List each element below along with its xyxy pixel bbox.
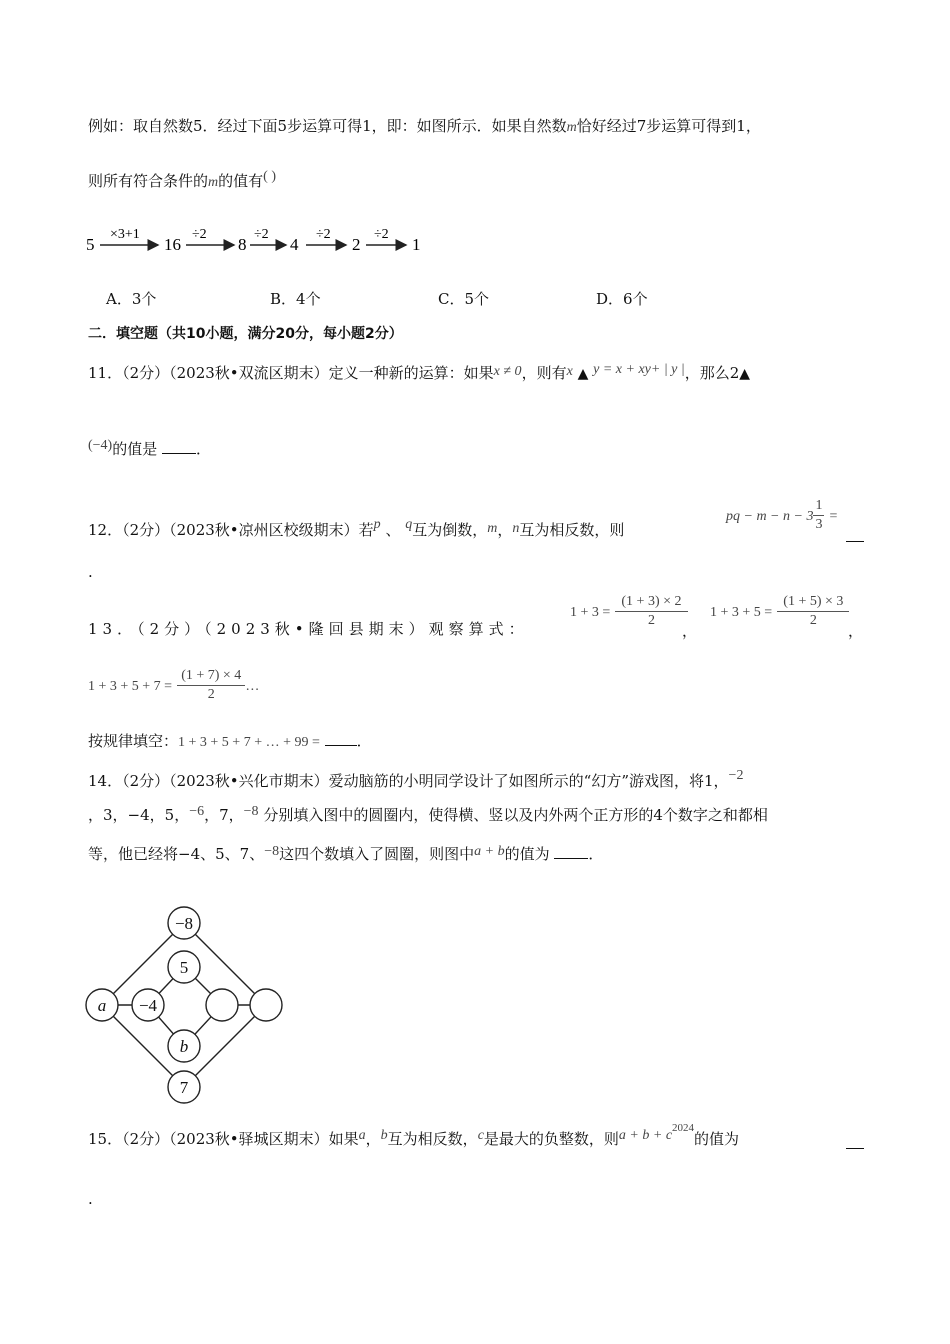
q15-line-1 (88, 1122, 740, 1152)
q14-n3: −8 (243, 804, 259, 819)
q15-exponent: 2024 (672, 1122, 695, 1134)
q12-mid1: 互为倒数， (412, 521, 488, 539)
q15-tail: 的值为 (694, 1130, 740, 1148)
node-inner-right[interactable] (206, 989, 238, 1021)
q14-text-3b: 这四个数填入了圆圈，则图中 (279, 845, 475, 863)
q13-e3-num: (1 + 7) × 4 (177, 667, 245, 686)
flow-op-4: ÷2 (316, 227, 331, 242)
q12-mid2: 互为相反数，则 (519, 521, 625, 539)
q13-fill-line (88, 730, 372, 754)
q12-prefix: 12．（2分）（2023秋•凉州区校级期末）若 (88, 521, 374, 539)
flow-diagram (84, 218, 444, 264)
q13-ellipsis: … (245, 679, 260, 694)
node-inner-left-label: −4 (138, 996, 158, 1015)
var-m: m (566, 120, 577, 135)
q11-cond: x ≠ 0 (493, 364, 522, 379)
q12-answer-blank[interactable] (846, 527, 864, 542)
q13-eq3 (88, 667, 259, 704)
q13-fill-expr: 1 + 3 + 5 + 7 + … + 99 = (178, 735, 320, 750)
q11-formula: y = x + xy+ | y | (593, 362, 685, 377)
node-bottom-label: 7 (179, 1078, 189, 1097)
q15-expr: a + b + c (618, 1128, 673, 1143)
q15-var-c: c (477, 1128, 484, 1143)
intro-text-2: 则所有符合条件的 (88, 172, 209, 190)
q12-fraction (813, 497, 824, 534)
q11-tail: ，那么2 (684, 364, 740, 382)
q12-line-2: . (88, 563, 93, 581)
node-top-label: −8 (174, 914, 194, 933)
q11-line-2: (−4)的值是 ． (88, 438, 212, 458)
q11-question: 的值是 (112, 440, 158, 458)
q12-sep2: ， (497, 521, 513, 539)
q13-fill-prefix: 按规律填空： (88, 732, 179, 750)
q13-e2-den: 2 (809, 613, 817, 628)
flow-op-3: ÷2 (254, 227, 269, 242)
q15-answer-blank[interactable] (846, 1134, 864, 1149)
q11-line-1 (88, 362, 750, 386)
q13-comma-1: ， (682, 622, 698, 640)
q13-e1-frac (615, 593, 687, 630)
q15-mid1: 互为相反数， (387, 1130, 478, 1148)
flow-start: 5 (86, 235, 95, 254)
q14-text-2a: ，3，−4，5， (88, 806, 190, 824)
flow-op-2: ÷2 (192, 227, 207, 242)
q14-n4: −8 (264, 844, 280, 859)
intro-text-2-tail: 的值有 (218, 172, 264, 190)
q14-text-2c: 分别填入图中的圆圈内，使得横、竖以及内外两个正方形的4个数字之和都相 (263, 806, 768, 824)
triangle-operator-2: ▲ (739, 366, 751, 382)
flow-op-1: ×3+1 (110, 227, 140, 242)
q13-e1-num: (1 + 3) × 2 (615, 593, 687, 612)
q14-line-3 (88, 843, 603, 867)
intro-line-1 (88, 115, 761, 139)
q15-line-2: . (88, 1190, 93, 1208)
answer-paren: ( ) (263, 169, 276, 184)
q12-line-1 (88, 519, 624, 543)
node-right[interactable] (250, 989, 282, 1021)
q12-var-m: m (487, 521, 498, 536)
q14-text-3c: 的值为 (504, 845, 550, 863)
q13-line-1: 13．（2分）（2023秋•隆回县期末）观察算式： (88, 620, 529, 638)
q12-eq: = (829, 509, 838, 524)
node-left-label: a (97, 996, 107, 1015)
q13-answer-blank[interactable] (325, 731, 357, 746)
q11-mid: ，则有 (521, 364, 567, 382)
q15-var-b: b (380, 1128, 388, 1143)
q13-e3-den: 2 (207, 687, 215, 702)
q14-line-2 (88, 804, 768, 828)
flow-result-4: 2 (352, 235, 361, 254)
var-m-2: m (208, 175, 219, 190)
option-d[interactable]: D．6个 (596, 290, 648, 308)
q14-n1: −2 (728, 768, 744, 783)
q14-text-2b: ，7， (204, 806, 244, 824)
q14-ab: a + b (474, 844, 505, 859)
q13-comma-2: ， (848, 622, 864, 640)
q15-sep: ， (365, 1130, 381, 1148)
flow-result-1: 16 (164, 235, 181, 254)
intro-line-2 (88, 170, 276, 194)
q14-text-1: 14．（2分）（2023秋•兴化市期末）爱动脑筋的小明同学设计了如图所示的“幻方”游戏图，将1， (88, 772, 729, 790)
q13-e3-frac (177, 667, 245, 704)
q13-e2-lhs: 1 + 3 + 5 = (710, 605, 773, 620)
q14-period: ． (588, 845, 604, 863)
q15-prefix: 15．（2分）（2023秋•驿城区期末）如果 (88, 1130, 359, 1148)
q13-e1-den: 2 (647, 613, 655, 628)
q13-eq2 (710, 593, 849, 630)
q11-var-x: x (566, 364, 573, 379)
flow-result-3: 4 (290, 235, 299, 254)
q11-prefix: 11．（2分）（2023秋•双流区期末）定义一种新的运算：如果 (88, 364, 494, 382)
option-b[interactable]: B．4个 (270, 290, 321, 308)
q13-period: ． (356, 732, 372, 750)
q12-var-q: q (405, 517, 413, 532)
q12-var-n: n (512, 521, 520, 536)
q11-answer-blank[interactable] (162, 439, 196, 454)
q14-answer-blank[interactable] (554, 844, 588, 859)
triangle-operator: ▲ (577, 366, 589, 382)
option-c[interactable]: C．5个 (438, 290, 490, 308)
q12-sep: 、 (385, 521, 401, 539)
flow-result-2: 8 (238, 235, 247, 254)
q13-e2-num: (1 + 5) × 3 (777, 593, 849, 612)
q11-arg: (−4) (88, 438, 113, 453)
intro-text-tail: 恰好经过7步运算可得到1， (576, 117, 761, 135)
q12-frac-den: 3 (815, 517, 823, 532)
option-a[interactable]: A．3个 (106, 290, 157, 308)
q12-expr: pq − m − n − 3 (726, 509, 814, 524)
q13-e2-frac (777, 593, 849, 630)
q13-eq1 (570, 593, 688, 630)
q12-var-p: p (373, 517, 381, 532)
intro-text: 例如：取自然数5．经过下面5步运算可得1，即：如图所示．如果自然数 (88, 117, 567, 135)
node-inner-top-label: 5 (179, 958, 189, 977)
node-inner-bottom-label: b (179, 1037, 189, 1056)
q13-e1-lhs: 1 + 3 = (570, 605, 611, 620)
q15-var-a: a (358, 1128, 366, 1143)
magic-square-diagram (80, 900, 295, 1110)
q14-n2: −6 (189, 804, 205, 819)
q15-mid2: 是最大的负整数，则 (483, 1130, 619, 1148)
q14-text-3a: 等，他已经将−4、5、7、 (88, 845, 265, 863)
flow-result-5: 1 (412, 235, 421, 254)
flow-op-5: ÷2 (374, 227, 389, 242)
section-heading: 二．填空题（共10小题，满分20分，每小题2分） (88, 326, 403, 342)
q13-e3-lhs: 1 + 3 + 5 + 7 = (88, 679, 173, 694)
q14-line-1 (88, 770, 743, 794)
q12-expression (726, 497, 837, 534)
q12-frac-num: 1 (813, 497, 824, 516)
